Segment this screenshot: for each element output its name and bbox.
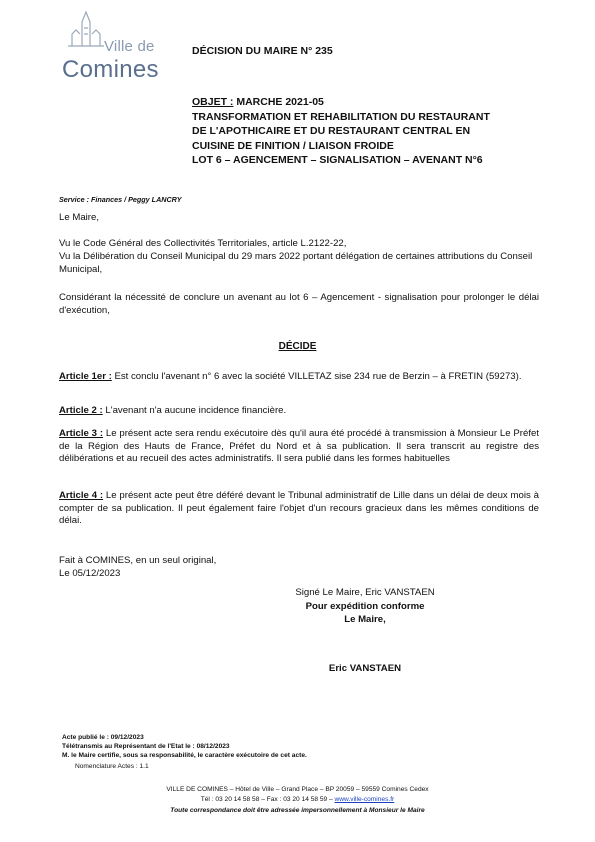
article-4-text: Le présent acte peut être déféré devant le Tribunal administratif de Lille dans un délai de deux mois à compter de sa publication. Il peut également faire l'objet d'un recours gracieux dans les mêmes conditions de délai. [59, 490, 539, 527]
footer-address: VILLE DE COMINES – Hôtel de Ville – Grand Place – BP 20059 – 59559 Comines Cedex [166, 786, 429, 793]
vu-deliberation: Vu la Délibération du Conseil Municipal du 29 mars 2022 portant délégation de certaines attributions du Conseil Municipal, [59, 251, 533, 275]
signature-le-maire: Le Maire, [344, 614, 386, 625]
nomenclature: Nomenclature Actes : 1.1 [75, 763, 149, 770]
article-2-text: L'avenant n'a aucune incidence financière. [102, 405, 287, 416]
article-1 [59, 371, 539, 384]
considerant: Considérant la nécessité de conclure un avenant au lot 6 – Agencement - signalisation pour prolonger le délai d'exécution, [59, 292, 539, 316]
objet-line-2: TRANSFORMATION ET REHABILITATION DU RESTAURANT [192, 110, 490, 123]
signature-name: Eric VANSTAEN [328, 663, 402, 674]
logo-text-ville: Ville de [104, 38, 155, 55]
decision-title: DÉCISION DU MAIRE N° 235 [192, 45, 333, 57]
article-1-text: Est conclu l'avenant n° 6 avec la société VILLETAZ sise 234 rue de Berzin – à FRETIN (59273). [111, 371, 522, 382]
certification-note: M. le Maire certifie, sous sa responsabilité, le caractère exécutoire de cet acte. [62, 752, 307, 759]
article-3 [59, 428, 539, 466]
vu-code: Vu le Code Général des Collectivités Territoriales, article L.2122-22, [59, 238, 347, 249]
signature-date: Le 05/12/2023 [59, 568, 121, 579]
article-1-label: Article 1er : [59, 371, 112, 382]
objet-reference: MARCHE 2021-05 [233, 96, 324, 108]
article-4-label: Article 4 : [59, 490, 104, 501]
objet-line-5: LOT 6 – AGENCEMENT – SIGNALISATION – AVENANT N°6 [192, 154, 483, 166]
footer-correspondance-note: Toute correspondance doit être adressée impersonnellement à Monsieur le Maire [170, 807, 425, 814]
article-2 [59, 405, 539, 418]
objet-line-4: CUISINE DE FINITION / LIAISON FROIDE [192, 139, 394, 152]
signature-expedition: Pour expédition conforme [305, 601, 425, 612]
acte-publie: Acte publié le : 09/12/2023 [62, 734, 144, 741]
article-2-label: Article 2 : [59, 405, 103, 416]
logo-text-comines: Comines [62, 56, 159, 83]
article-3-text: Le présent acte sera rendu exécutoire dès qu'il aura été procédé à transmission à Monsieur Le Préfet de la Région des Hauts de France, Préfet du Nord et à sa publication. Il sera transcrit au registre des délibérations et au recueil des actes administratifs. Il sera publié dans les formes habituelles [59, 428, 539, 465]
footer-phone-fax: Tél : 03 20 14 58 58 – Fax : 03 20 14 58 59 – [200, 796, 335, 803]
fait-a: Fait à COMINES, en un seul original, [59, 555, 217, 566]
city-logo [62, 8, 172, 88]
article-3-label: Article 3 : [59, 428, 104, 439]
teletransmis: Télétransmis au Représentant de l'Etat le : 08/12/2023 [62, 743, 230, 750]
objet-label: OBJET : [192, 96, 234, 108]
decide-heading: DÉCIDE [278, 341, 317, 352]
website-link[interactable]: www.ville-comines.fr [334, 796, 395, 803]
objet-line-3: DE L'APOTHICAIRE ET DU RESTAURANT CENTRAL EN [192, 125, 471, 137]
signature-signe: Signé Le Maire, Eric VANSTAEN [295, 587, 435, 598]
footer-contact [0, 795, 595, 805]
service-line: Service : Finances / Peggy LANCRY [59, 195, 182, 204]
objet-block [192, 95, 562, 168]
le-maire-intro: Le Maire, [59, 212, 99, 223]
objet-line-1 [192, 95, 562, 110]
article-4 [59, 490, 539, 528]
